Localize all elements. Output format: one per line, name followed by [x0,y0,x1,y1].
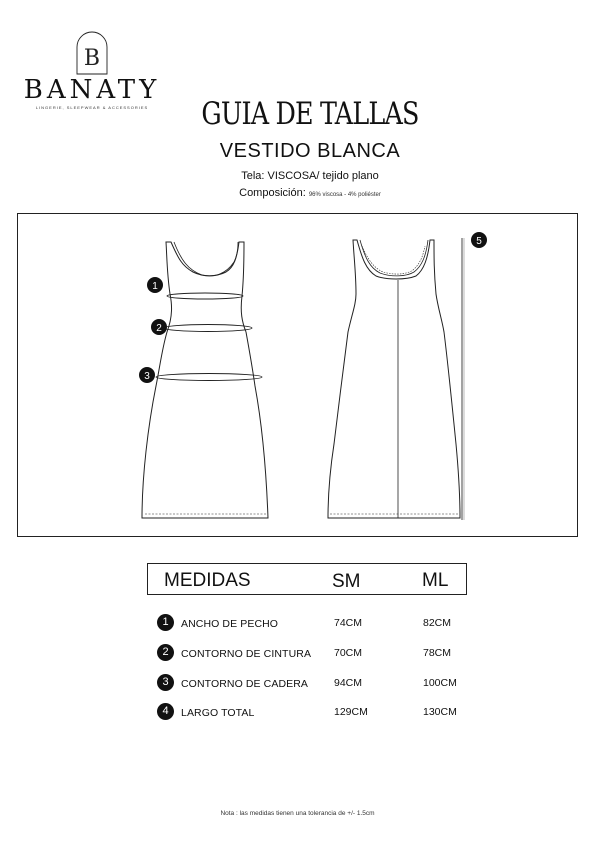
brand-logo [22,28,162,110]
tolerance-note: Nota : las medidas tienen una tolerancia de +/- 1.5cm [220,810,375,817]
measurement-label: CONTORNO DE CADERA [181,678,309,690]
marker-3 [139,367,155,383]
table-row [157,703,477,723]
marker-5 [471,232,487,248]
fabric-info: Tela: VISCOSA/ tejido plano [241,170,379,182]
size-table-header [147,563,467,595]
marker-2 [151,319,167,335]
table-title: MEDIDAS [164,570,251,591]
product-name: VESTIDO BLANCA [219,140,401,162]
svg-text:1: 1 [152,281,158,292]
brand-tagline: LINGERIE, SLEEPWEAR & ACCESSORIES [35,105,149,110]
value-ml: 100CM [423,677,457,689]
garment-diagram [17,213,578,537]
measurement-label: LARGO TOTAL [181,707,255,719]
svg-text:B: B [83,46,101,71]
table-row [157,614,477,634]
dress-illustration [18,214,579,538]
dress-back-view [328,240,460,518]
composition-info [150,187,470,199]
row-number-badge: 2 [157,644,174,661]
row-number-badge: 4 [157,703,174,720]
size-column-ml: ML [422,570,449,591]
value-sm: 94CM [334,677,363,689]
value-sm: 74CM [334,617,363,629]
table-row [157,674,477,694]
value-ml: 82CM [423,617,452,629]
table-row [157,644,477,664]
value-sm: 70CM [334,647,363,659]
measurement-label: ANCHO DE PECHO [181,618,279,630]
marker-1 [147,277,163,293]
page-title: GUIA DE TALLAS [201,96,419,132]
size-column-sm: SM [332,571,361,592]
svg-text:5: 5 [476,236,482,247]
composition-label: Composición: [239,187,306,199]
value-ml: 130CM [423,706,457,718]
svg-text:2: 2 [156,323,162,334]
monogram-logo-icon [73,28,111,76]
value-ml: 78CM [423,647,452,659]
value-sm: 129CM [334,706,368,718]
row-number-badge: 3 [157,674,174,691]
row-number-badge: 1 [157,614,174,631]
composition-value: 96% viscosa - 4% poliéster [308,192,381,198]
svg-text:3: 3 [144,371,150,382]
brand-name: BANATY [23,75,161,105]
measurement-label: CONTORNO DE CINTURA [181,648,312,660]
